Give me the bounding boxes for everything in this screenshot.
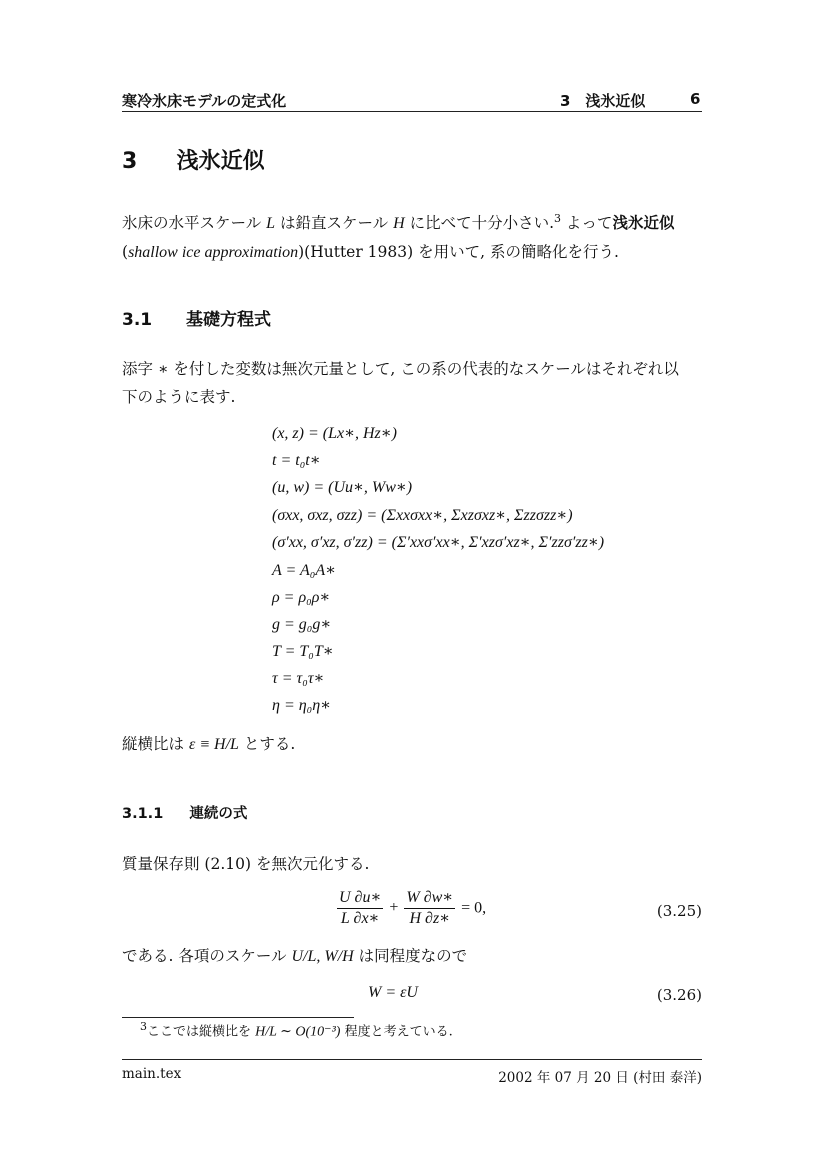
subsection-number: 3.1 [122, 310, 153, 330]
equation-3-25 [335, 888, 486, 929]
aspect-ratio-sentence [122, 730, 295, 759]
aspect-ratio-math: ε ≡ H/L [188, 736, 239, 753]
scales-paragraph [122, 355, 712, 411]
fraction-u-denominator: L ∂x∗ [340, 910, 380, 927]
equation-position: (x, z) = (Lx∗, Hz∗) [272, 425, 397, 442]
subsubsection-heading [122, 802, 247, 823]
footnote-text-a: ここでは縦横比を [147, 1024, 256, 1040]
after-text-a: である. 各項のスケール [122, 947, 292, 965]
aspect-text-b: とする. [238, 735, 296, 753]
equation-velocity: (u, w) = (Uu∗, Ww∗) [272, 479, 413, 496]
equation-number-3-25: (3.25) [656, 902, 702, 920]
symbol-L: L [266, 215, 276, 233]
after-math: U/L, W/H [291, 948, 354, 965]
running-header-section: 3 浅氷近似 [560, 92, 646, 110]
equation-viscosity: η = η₀η∗ [272, 697, 332, 714]
equation-tau: τ = τ₀τ∗ [272, 670, 325, 687]
footer-date-author: 2002 年 07 月 20 日 (村田 泰洋) [498, 1070, 702, 1086]
footnote-rule [122, 1017, 354, 1018]
fraction-u-term [337, 888, 383, 929]
equation-rhs: = 0, [461, 899, 487, 917]
footnote [140, 1020, 453, 1040]
intro-text-b: は鉛直スケール [275, 214, 394, 233]
subsubsection-number: 3.1.1 [122, 806, 164, 822]
after-text-b: は同程度なので [353, 947, 468, 965]
plus-sign: + [389, 899, 399, 917]
footnote-text-b: 程度と考えている. [340, 1024, 453, 1040]
footnote-mark: 3 [140, 1020, 147, 1033]
header-rule [122, 111, 702, 112]
term-english: shallow ice approximation [128, 244, 299, 262]
subsection-heading [122, 305, 271, 330]
scales-text-line2: 下のように表す. [122, 388, 236, 406]
equation-density: ρ = ρ₀ρ∗ [272, 589, 331, 606]
equation-deviatoric-stress: (σ′xx, σ′xz, σ′zz) = (Σ′xxσ′xx∗, Σ′xzσ′xz∗, Σ′zzσ′zz∗) [272, 534, 605, 551]
footnote-math: H/L ∼ O(10⁻³) [255, 1024, 341, 1040]
equation-flow-parameter: A = A₀A∗ [272, 562, 336, 579]
subsubsection-title: 連続の式 [189, 806, 248, 822]
intro-text-a: 氷床の水平スケール [122, 214, 267, 233]
running-header-title: 寒冷氷床モデルの定式化 [122, 92, 287, 110]
equation-number-3-26: (3.26) [656, 986, 702, 1004]
fraction-u-numerator: U ∂u∗ [337, 888, 383, 909]
symbol-H: H [393, 215, 405, 233]
equation-stress: (σxx, σxz, σzz) = (Σxxσxx∗, Σxzσxz∗, Σzzσzz∗) [272, 507, 573, 524]
intro-text-c: に比べて十分小さい. [404, 214, 554, 233]
intro-text-d: よって [561, 214, 613, 233]
term-shallow-ice: 浅氷近似 [612, 214, 675, 233]
equation-time: t = t₀t∗ [272, 452, 321, 469]
fraction-w-term [404, 888, 455, 929]
subsection-title: 基礎方程式 [185, 310, 271, 330]
aspect-text-a: 縦横比は [122, 735, 189, 753]
footer-rule [122, 1059, 702, 1060]
fraction-w-numerator: W ∂w∗ [404, 888, 455, 909]
after-equation-text [122, 942, 467, 971]
equation-temperature: T = T₀T∗ [272, 643, 334, 660]
equation-gravity: g = g₀g∗ [272, 616, 332, 633]
footnote-ref[interactable]: 3 [554, 212, 561, 225]
continuity-intro: 質量保存則 (2.10) を無次元化する. [122, 855, 370, 873]
intro-text-e: )(Hutter 1983) を用いて, 系の簡略化を行う. [298, 243, 619, 262]
footer-filename: main.tex [122, 1066, 182, 1082]
paren-open: ( [122, 243, 129, 262]
equation-3-26: W = εU [368, 984, 418, 1001]
fraction-w-denominator: H ∂z∗ [409, 910, 451, 927]
intro-paragraph [122, 205, 704, 267]
scales-text-line1: 添字 ∗ を付した変数は無次元量として, この系の代表的なスケールはそれぞれ以 [122, 360, 679, 378]
section-number: 3 [122, 149, 138, 174]
section-title: 浅氷近似 [176, 149, 265, 174]
section-heading [122, 144, 265, 175]
page-number: 6 [690, 90, 701, 108]
